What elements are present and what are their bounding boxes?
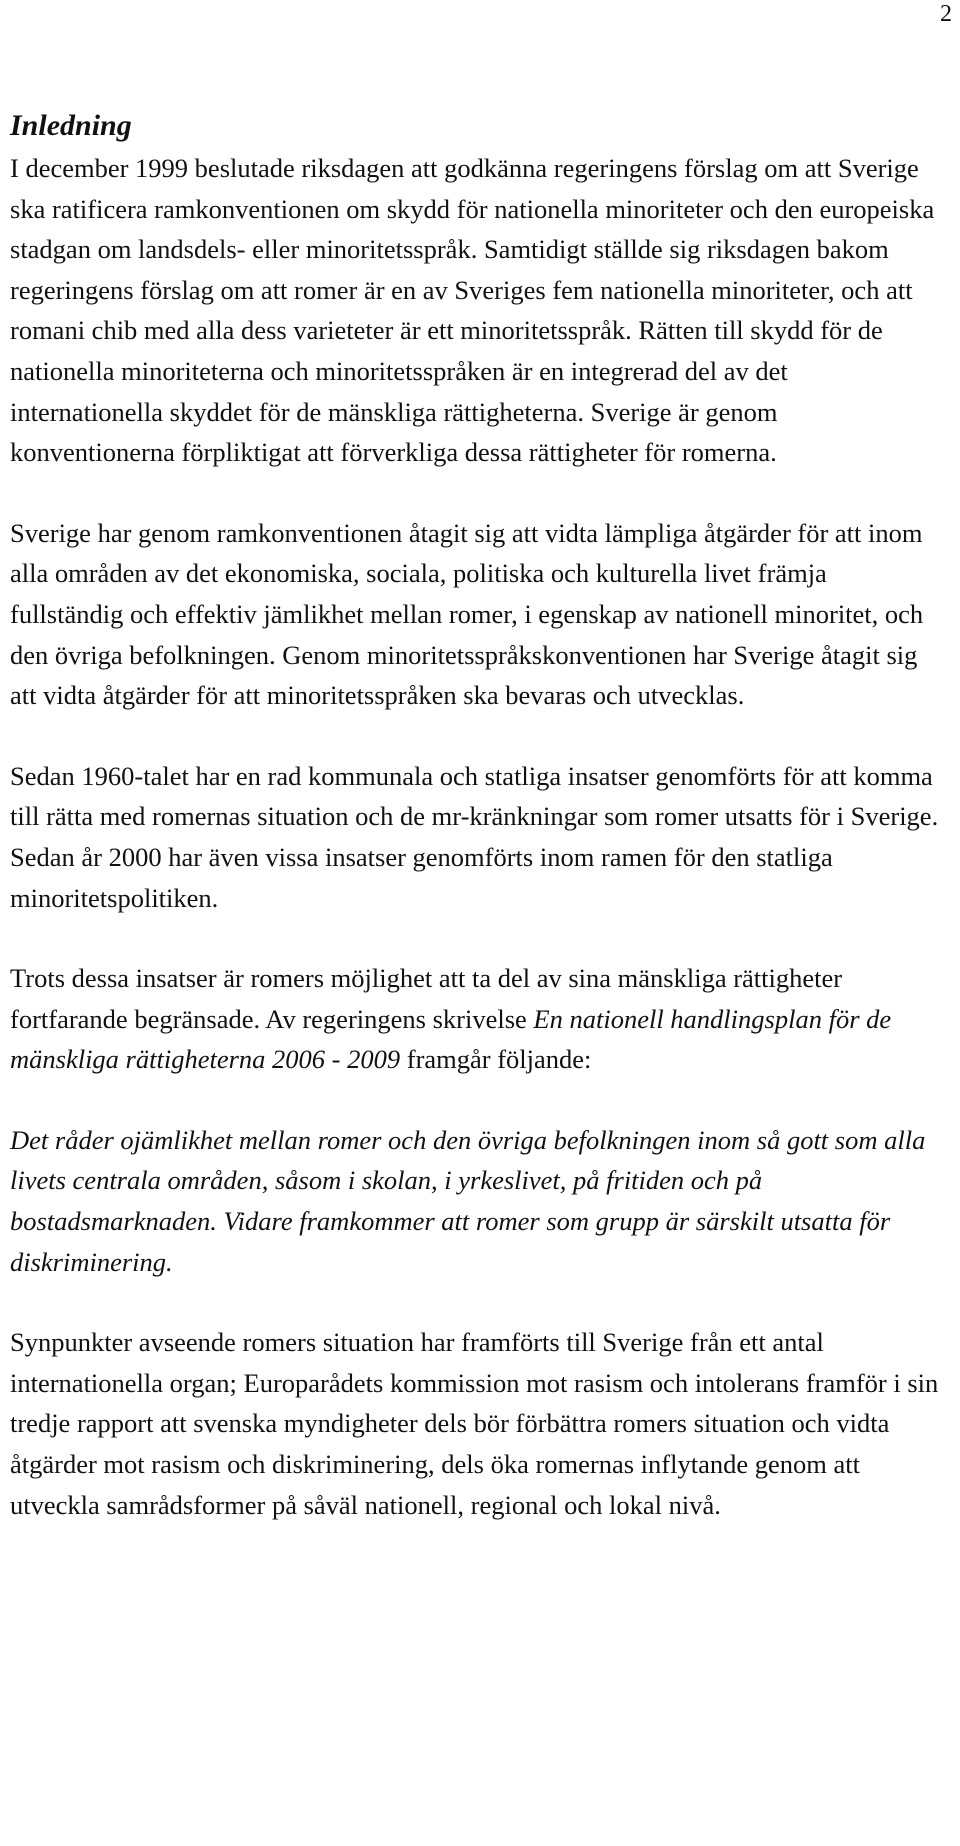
page-number: 2	[940, 1, 952, 27]
paragraph-action-plan-reference	[10, 958, 940, 1080]
paragraph-international-views: Synpunkter avseende romers situation har framförts till Sverige från ett antal internationella organ; Europarådets kommission mot rasism och intolerans framför i sin tredje rapport att svenska myndigheter dels bör förbättra romers situation och vidta åtgärder mot rasism och diskriminering, dels öka romernas inflytande genom att utveckla samrådsformer på såväl nationell, regional och lokal nivå.	[10, 1327, 939, 1520]
quoted-finding: Det råder ojämlikhet mellan romer och den övriga befolkningen inom så gott som alla livets centrala områden, såsom i skolan, i yrkeslivet, på fritiden och på bostadsmarknaden. Vidare framkommer att romer som grupp är särskilt utsatta för diskriminering.	[10, 1124, 926, 1277]
paragraph-framework-convention: Sverige har genom ramkonventionen åtagit sig att vidta lämpliga åtgärder för att inom alla områden av det ekonomiska, sociala, politiska och kulturella livet främja fullständig och effektiv jämlikhet mellan romer, i egenskap av nationell minoritet, och den övriga befolkningen. Genom minoritetsspråkskonventionen har Sverige åtagit sig att vidta åtgärder för att minoritetsspråken ska bevaras och utvecklas.	[10, 517, 924, 711]
paragraph-history-of-efforts: Sedan 1960-talet har en rad kommunala och statliga insatser genomförts för att komma till rätta med romernas situation och de mr-kränkningar som romer utsatts för i Sverige. Sedan år 2000 har även vissa insatser genomförts inom ramen för den statliga minoritetspolitiken.	[10, 760, 939, 913]
paragraph-ratification: I december 1999 beslutade riksdagen att godkänna regeringens förslag om att Sverige ska ratificera ramkonventionen om skydd för nationella minoriteter och den europeiska stadgan om landsdels- eller minoritetsspråk. Samtidigt ställde sig riksdagen bakom regeringens förslag om att romer är en av Sveriges fem nationella minoriteter, och att romani chib med alla dess varieteter är ett minoritetsspråk. Rätten till skydd för de nationella minoriteterna och minoritetsspråken är en integrerad del av det internationella skyddet för de mänskliga rättigheterna. Sverige är genom konventionerna förpliktigat att förverkliga dessa rättigheter för romerna.	[10, 153, 935, 468]
section-heading: Inledning	[10, 109, 132, 142]
document-body	[10, 104, 940, 1565]
paragraph-action-plan-text-start: Trots dessa insatser är romers möjlighet att ta del av sina mänskliga rättigheter fortfarande begränsade. Av regeringens skrivelse	[10, 963, 843, 1034]
action-plan-title: En nationell handlingsplan för de mänskliga rättigheterna 2006 - 2009	[10, 1003, 892, 1075]
paragraph-action-plan-text-end: framgår följande:	[400, 1044, 592, 1075]
